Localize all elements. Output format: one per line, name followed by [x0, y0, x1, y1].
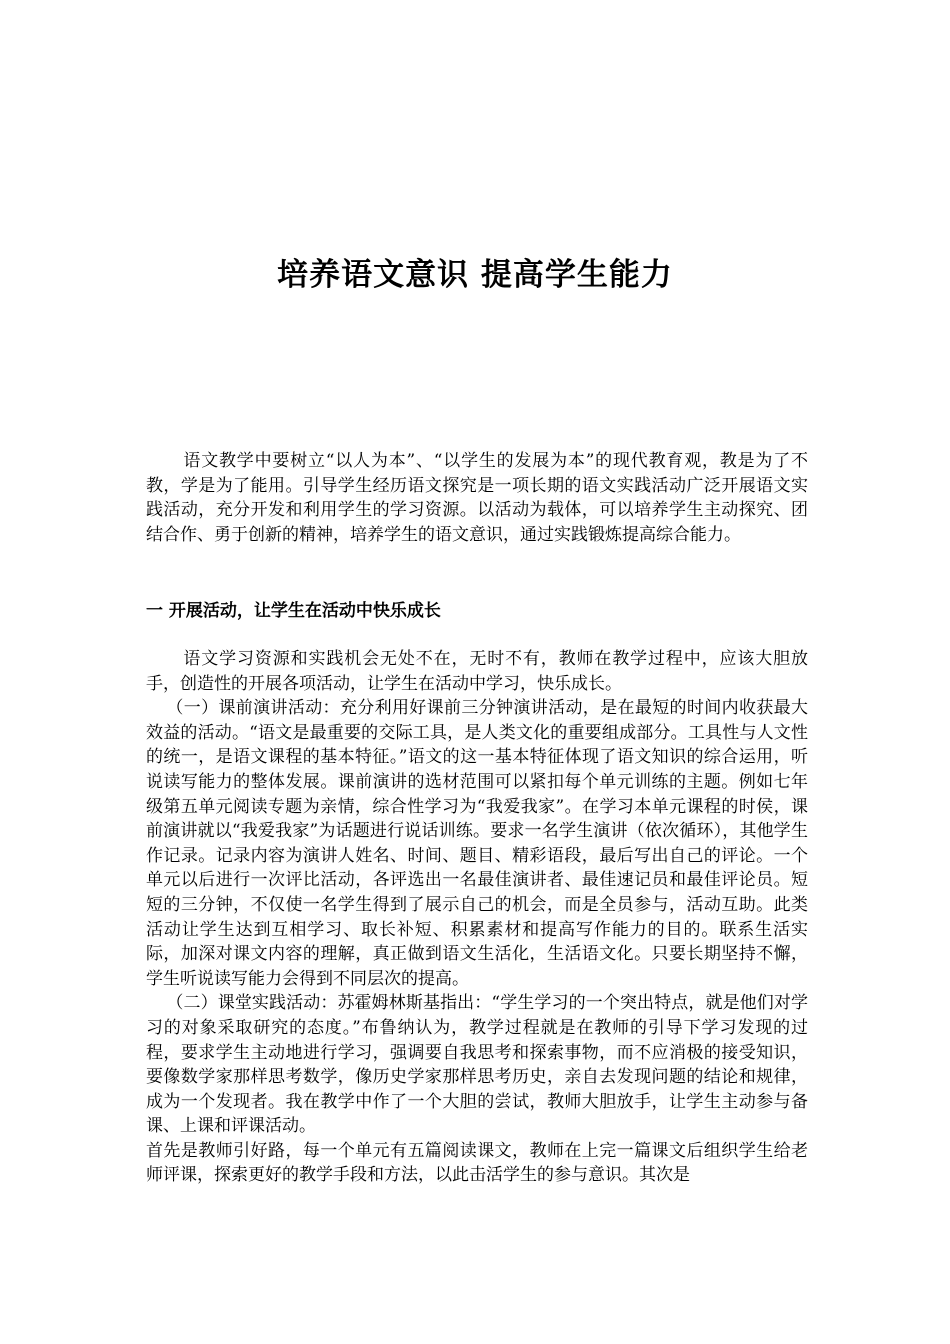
document-title: 培养语文意识 提高学生能力 — [277, 257, 673, 293]
section-1-paragraph-4: 首先是教师引好路，每一个单元有五篇阅读课文，教师在上完一篇课文后组织学生给老师评课，探索更好的教学手段和方法，以此击活学生的参与意识。其次是 — [146, 1140, 808, 1186]
section-1-paragraph-2: （一）课前演讲活动：充分利用好课前三分钟演讲活动，是在最短的时间内收获最大效益的活动。“语文是最重要的交际工具，是人类文化的重要组成部分。工具性与人文性的统一，是语文课程的基本特征。”语文的这一基本特征体现了语文知识的综合运用，听说读写能力的整体发展。课前演讲的选材范围可以紧扣每个单元训练的主题。例如七年级第五单元阅读专题为亲情，综合性学习为“我爱我家”。在学习本单元课程的时侯，课前演讲就以“我爱我家”为话题进行说话训练。要求一名学生演讲（依次循环），其他学生作记录。记录内容为演讲人姓名、时间、题目、精彩语段，最后写出自己的评论。一个单元以后进行一次评比活动，各评选出一名最佳演讲者、最佳速记员和最佳评论员。短短的三分钟，不仅使一名学生得到了展示自己的机会，而是全员参与，活动互助。此类活动让学生达到互相学习、取长补短、积累素材和提高写作能力的目的。联系生活实际，加深对课文内容的理解，真正做到语文生活化，生活语文化。只要长期坚持不懈，学生听说读写能力会得到不同层次的提高。 — [146, 698, 808, 989]
section-1-body — [146, 647, 808, 1188]
intro-paragraph: 语文教学中要树立“以人为本”、“以学生的发展为本”的现代教育观，教是为了不教，学是为了能用。引导学生经历语文探究是一项长期的语文实践活动广泛开展语文实践活动，充分开发和利用学生的学习资源。以活动为载体，可以培养学生主动探究、团结合作、勇于创新的精神，培养学生的语文意识，通过实践锻炼提高综合能力。 — [146, 451, 808, 545]
section-1-paragraph-3: （二）课堂实践活动：苏霍姆林斯基指出：“学生学习的一个突出特点，就是他们对学习的对象采取研究的态度。”布鲁纳认为，教学过程就是在教师的引导下学习发现的过程，要求学生主动地进行学习，强调要自我思考和探索事物，而不应消极的接受知识，要像数学家那样思考数学，像历史学家那样思考历史，亲自去发现问题的结论和规律，成为一个发现者。我在教学中作了一个大胆的尝试，教师大胆放手，让学生主动参与备课、上课和评课活动。 — [146, 993, 808, 1137]
section-1-paragraph-1: 语文学习资源和实践机会无处不在，无时不有，教师在教学过程中，应该大胆放手，创造性的开展各项活动，让学生在活动中学习，快乐成长。 — [146, 649, 808, 694]
intro-block — [146, 449, 808, 547]
section-heading-1: 一 开展活动，让学生在活动中快乐成长 — [146, 601, 441, 621]
